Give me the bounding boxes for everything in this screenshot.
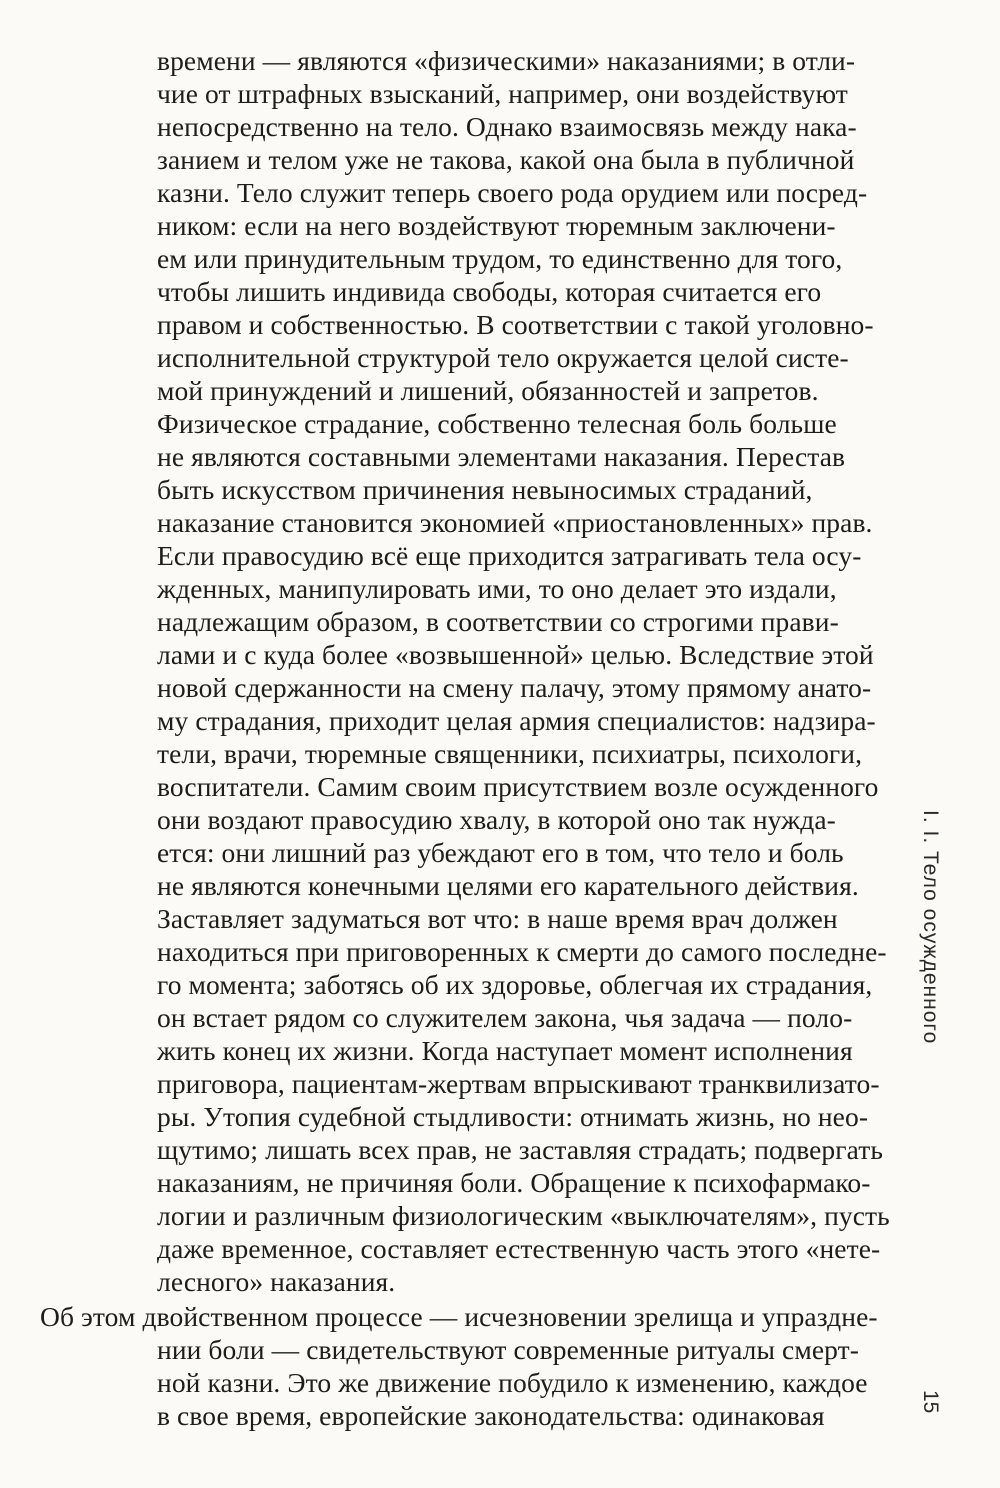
text-line: казни. Тело служит теперь своего рода орудием или посред- <box>157 177 868 208</box>
text-line: быть искусством причинения невыносимых страданий, <box>157 474 813 505</box>
text-line: в свое время, европейские законодательства: одинаковая <box>157 1400 825 1431</box>
text-line: не являются конечными целями его карательного действия. <box>157 870 859 901</box>
text-line: наказание становится экономией «приостановленных» прав. <box>157 507 873 538</box>
text-line: Физическое страдание, собственно телесная боль больше <box>157 408 837 439</box>
page-number: 15 <box>919 1390 942 1414</box>
text-line: надлежащим образом, в соответствии со строгими прави- <box>157 606 839 637</box>
text-line: не являются составными элементами наказания. Перестав <box>157 441 846 472</box>
text-line: находиться при приговоренных к смерти до самого последне- <box>157 936 887 967</box>
text-line: ем или принудительным трудом, то единственно для того, <box>157 243 843 274</box>
text-line: даже временное, составляет естественную часть этого «нете- <box>157 1233 881 1264</box>
text-line: мой принуждений и лишений, обязанностей и запретов. <box>157 375 819 406</box>
text-line: логии и различным физиологическим «выключателям», пусть <box>157 1200 890 1231</box>
text-line: лесного» наказания. <box>157 1266 396 1297</box>
text-line: жить конец их жизни. Когда наступает момент исполнения <box>157 1035 853 1066</box>
running-head-text: I. I. Тело осужденного <box>919 810 942 1045</box>
text-line: жденных, манипулировать ими, то оно делает это издали, <box>157 573 837 604</box>
text-line: воспитатели. Самим своим присутствием возле осужденного <box>157 771 879 802</box>
text-line: ной казни. Это же движение побудило к изменению, каждое <box>157 1367 868 1398</box>
text-line: щутимо; лишать всех прав, не заставляя страдать; подвергать <box>157 1134 884 1165</box>
text-line: исполнительной структурой тело окружается целой систе- <box>157 342 849 373</box>
text-line: Заставляет задуматься вот что: в наше время врач должен <box>157 903 838 934</box>
text-line: ется: они лишний раз убеждают его в том, что тело и боль <box>157 837 844 868</box>
text-line: непосредственно на тело. Однако взаимосвязь между нака- <box>157 111 857 142</box>
text-line: приговора, пациентам-жертвам впрыскивают транквилизато- <box>157 1068 880 1099</box>
text-line: чтобы лишить индивида свободы, которая считается его <box>157 276 822 307</box>
text-line: лами и с куда более «возвышенной» целью. Вследствие этой <box>157 639 874 670</box>
text-line: нии боли — свидетельствуют современные ритуалы смерт- <box>157 1334 859 1365</box>
running-head <box>918 810 942 1044</box>
paragraph-first-line: Об этом двойственном процессе — исчезновении зрелища и упраздне- <box>40 1301 878 1332</box>
text-line: времени — являются «физическими» наказаниями; в отли- <box>157 45 856 76</box>
text-line: го момента; заботясь об их здоровье, облегчая их страдания, <box>157 969 873 1000</box>
text-line: он встает рядом со служителем закона, чья задача — поло- <box>157 1002 853 1033</box>
text-line: занием и телом уже не такова, какой она была в публичной <box>157 144 855 175</box>
text-line: новой сдержанности на смену палачу, этому прямому анато- <box>157 672 872 703</box>
text-line: ры. Утопия судебной стыдливости: отнимать жизнь, но нео- <box>157 1101 869 1132</box>
text-line: тели, врачи, тюремные священники, психиатры, психологи, <box>157 738 863 769</box>
text-line: ником: если на него воздействуют тюремным заключени- <box>157 210 836 241</box>
text-line: они воздают правосудию хвалу, в которой оно так нужда- <box>157 804 836 835</box>
text-line: наказаниям, не причиняя боли. Обращение к психофармако- <box>157 1167 871 1198</box>
text-line: Если правосудию всё еще приходится затрагивать тела осу- <box>157 540 862 571</box>
text-line: правом и собственностью. В соответствии с такой уголовно- <box>157 309 874 340</box>
text-line: му страдания, приходит целая армия специалистов: надзира- <box>157 705 876 736</box>
text-line: чие от штрафных взысканий, например, они воздействуют <box>157 78 848 109</box>
